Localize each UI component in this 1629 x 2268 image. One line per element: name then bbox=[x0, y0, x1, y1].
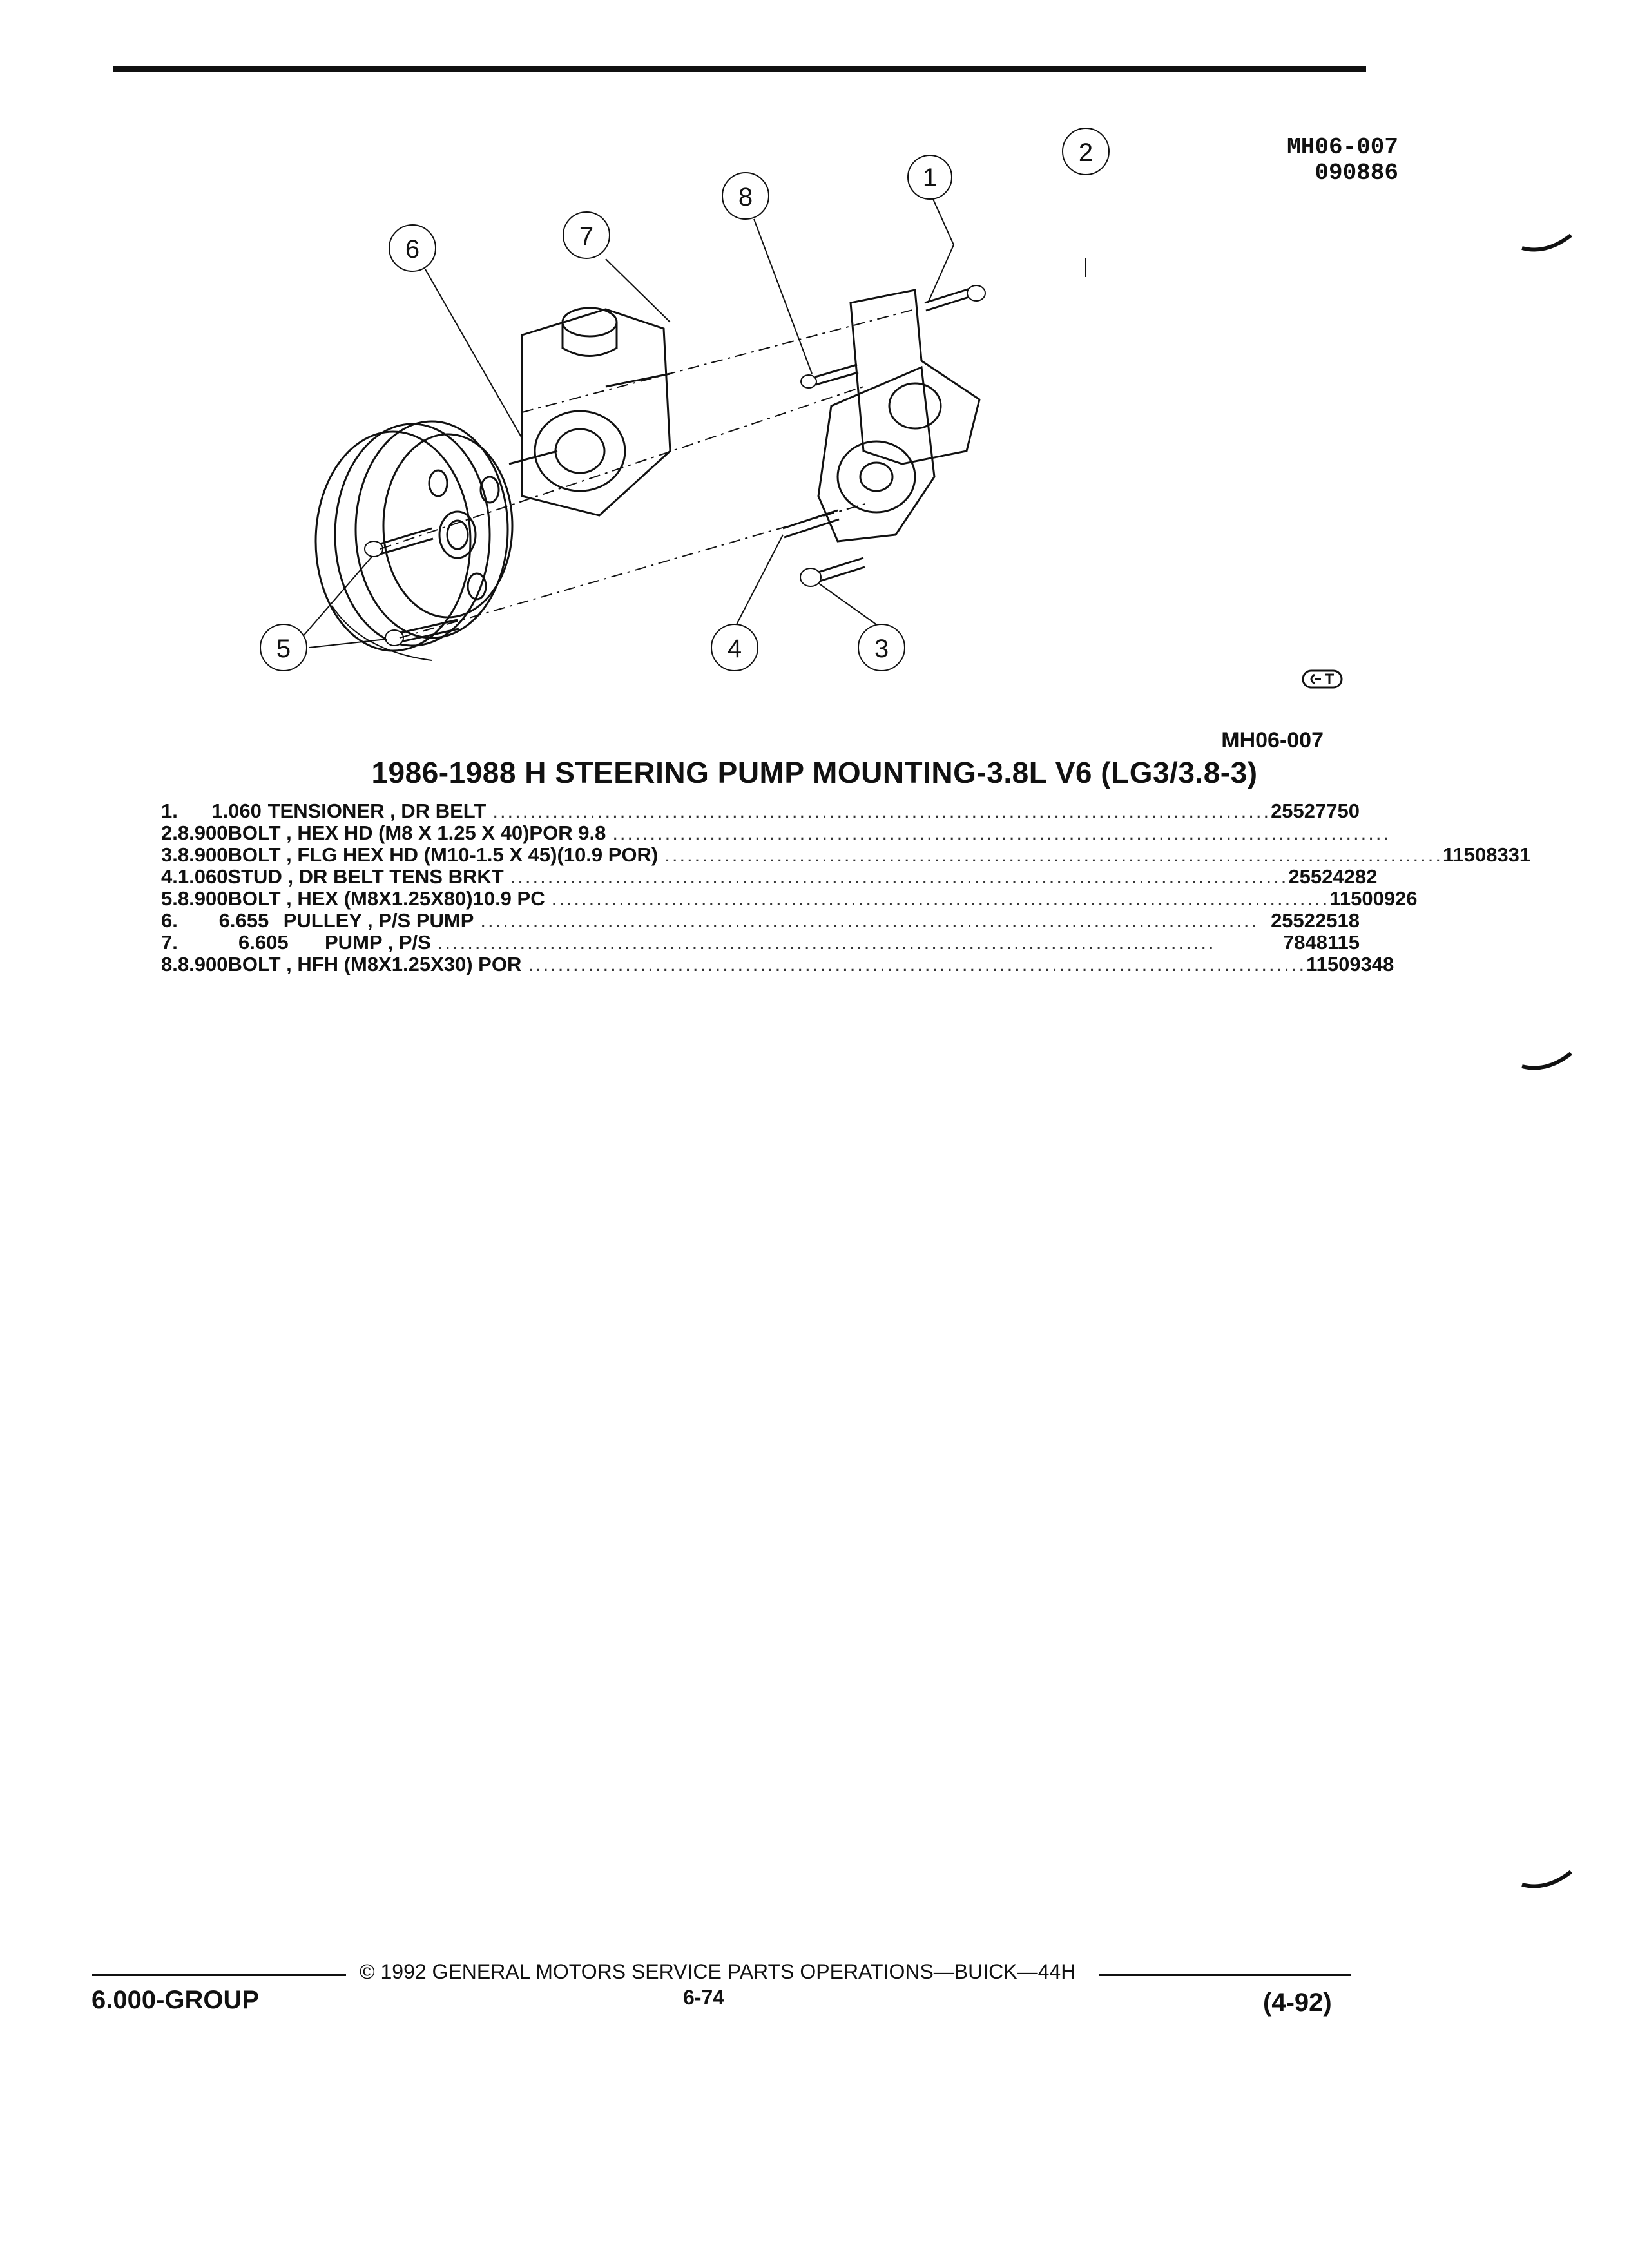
item-number: 4. bbox=[161, 865, 178, 888]
callout-4 bbox=[711, 535, 783, 671]
leader-dots: ........................................................................................................ bbox=[510, 865, 1289, 888]
item-number: 7. bbox=[161, 931, 178, 954]
bolt-5-upper bbox=[365, 528, 433, 557]
svg-text:6: 6 bbox=[405, 235, 420, 264]
item-description: PUMP , P/S bbox=[325, 931, 431, 954]
item-number: 6. bbox=[161, 909, 178, 932]
binder-mark bbox=[1521, 1047, 1572, 1073]
svg-text:2: 2 bbox=[1078, 139, 1094, 167]
parts-row bbox=[161, 932, 1360, 954]
leader-dots: ........................................................................................................ bbox=[437, 931, 1216, 954]
bolt-3 bbox=[800, 558, 865, 586]
leader-dots: ........................................................................................................ bbox=[528, 953, 1307, 975]
footer-copyright: © 1992 GENERAL MOTORS SERVICE PARTS OPERATIONS—BUICK—44H bbox=[360, 1960, 1076, 1983]
parts-row bbox=[161, 953, 1394, 975]
exploded-view-diagram bbox=[219, 116, 1186, 696]
callout-6 bbox=[389, 225, 522, 438]
top-rule bbox=[113, 66, 1366, 72]
callout-8 bbox=[722, 173, 812, 374]
footer-rule-right bbox=[1099, 1974, 1351, 1976]
svg-text:8: 8 bbox=[738, 183, 753, 211]
header-code: MH06-007 bbox=[1287, 134, 1398, 160]
svg-text:5: 5 bbox=[276, 635, 291, 663]
footer-rule-left bbox=[92, 1974, 346, 1976]
item-description: BOLT , HEX (M8X1.25X80)10.9 PC bbox=[227, 887, 545, 910]
item-number: 8. bbox=[161, 953, 178, 975]
leader-dots: ........................................................................................................ bbox=[551, 887, 1330, 910]
figure-code: MH06-007 bbox=[1221, 728, 1324, 753]
footer-group: 6.000-GROUP bbox=[92, 1986, 260, 2014]
leader-dots: ........................................................................................................ bbox=[664, 843, 1443, 866]
leader-dots: ........................................................................................................ bbox=[612, 822, 1391, 844]
parts-row bbox=[161, 865, 1378, 888]
item-description: BOLT , FLG HEX HD (M10-1.5 X 45)(10.9 POR) bbox=[227, 843, 659, 866]
alignment-lines bbox=[380, 309, 915, 638]
item-quantity: 1.060 bbox=[211, 800, 262, 822]
callout-1 bbox=[908, 155, 954, 303]
parts-row bbox=[161, 843, 1531, 866]
item-description: PULLEY , P/S PUMP bbox=[283, 909, 474, 932]
parts-list bbox=[161, 800, 1531, 975]
item-quantity: 6.605 bbox=[238, 931, 289, 954]
item-number: 1. bbox=[161, 800, 178, 822]
item-part-number: 25524282 bbox=[1288, 865, 1378, 888]
svg-text:7: 7 bbox=[579, 222, 594, 251]
parts-row bbox=[161, 800, 1360, 822]
item-quantity: 8.900 bbox=[177, 953, 228, 975]
footer-date: (4-92) bbox=[1263, 1988, 1332, 2017]
callout-5 bbox=[260, 556, 387, 671]
svg-text:4: 4 bbox=[727, 635, 742, 663]
parts-row bbox=[161, 910, 1360, 932]
item-part-number: 25527750 bbox=[1271, 800, 1360, 822]
callout-3 bbox=[818, 583, 905, 671]
item-part-number: 25522518 bbox=[1271, 909, 1360, 932]
item-quantity: 1.060 bbox=[177, 865, 228, 888]
item-quantity: 8.900 bbox=[177, 843, 228, 866]
item-number: 3. bbox=[161, 843, 178, 866]
item-part-number: 11509348 bbox=[1306, 953, 1394, 975]
parts-row bbox=[161, 887, 1418, 910]
item-part-number: 11500926 bbox=[1329, 887, 1418, 910]
parts-row bbox=[161, 822, 1391, 844]
gm-logo-icon bbox=[1302, 668, 1347, 691]
item-description: BOLT , HFH (M8X1.25X30) POR bbox=[227, 953, 522, 975]
pulley-part bbox=[316, 421, 512, 660]
binder-mark bbox=[1521, 229, 1572, 255]
item-number: 5. bbox=[161, 887, 178, 910]
leader-dots: ........................................................................................................ bbox=[480, 909, 1259, 932]
footer-page-number: 6-74 bbox=[683, 1986, 725, 2009]
item-description: STUD , DR BELT TENS BRKT bbox=[227, 865, 504, 888]
callout-7 bbox=[563, 212, 670, 322]
binder-mark bbox=[1521, 1865, 1572, 1891]
tensioner-part bbox=[818, 290, 979, 541]
callout-2 bbox=[1063, 128, 1109, 277]
item-quantity: 6.655 bbox=[218, 909, 269, 932]
item-quantity: 8.900 bbox=[177, 887, 228, 910]
item-quantity: 8.900 bbox=[177, 822, 228, 844]
svg-text:1: 1 bbox=[922, 164, 938, 192]
svg-text:3: 3 bbox=[874, 635, 889, 663]
page-title: 1986-1988 H STEERING PUMP MOUNTING-3.8L V6 (LG3/3.8-3) bbox=[371, 756, 1258, 789]
item-number: 2. bbox=[161, 822, 178, 844]
leader-dots: ........................................................................................................ bbox=[492, 800, 1271, 822]
item-description: BOLT , HEX HD (M8 X 1.25 X 40)POR 9.8 bbox=[227, 822, 606, 844]
header-date-code: 090886 bbox=[1315, 160, 1398, 186]
item-description: TENSIONER , DR BELT bbox=[267, 800, 487, 822]
item-part-number: 11508331 bbox=[1442, 843, 1531, 866]
pump-part bbox=[509, 308, 670, 515]
item-part-number: 7848115 bbox=[1283, 931, 1360, 954]
